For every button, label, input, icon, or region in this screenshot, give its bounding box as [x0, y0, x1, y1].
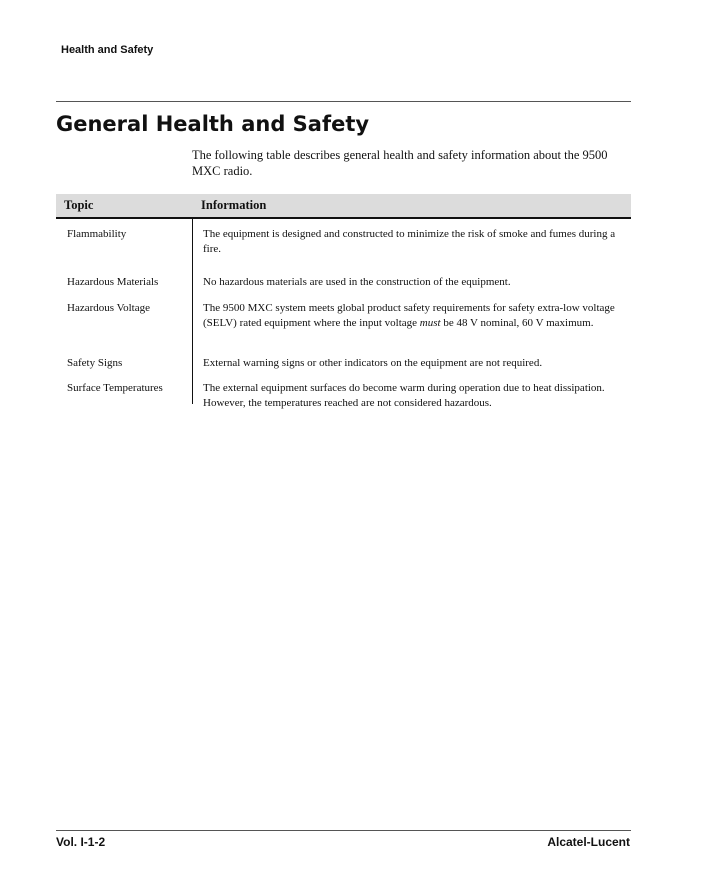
table-header [56, 194, 631, 219]
topic-cell: Flammability [67, 228, 127, 240]
information-cell: No hazardous materials are used in the construction of the equipment. [203, 276, 511, 288]
topic-cell: Surface Temperatures [67, 382, 163, 394]
topic-cell: Safety Signs [67, 357, 123, 369]
table-body [56, 219, 631, 413]
topic-cell: Hazardous Voltage [67, 302, 150, 314]
information-cell: The equipment is designed and constructed to minimize the risk of smoke and fumes during a fire. [203, 228, 616, 255]
intro-paragraph: The following table describes general health and safety information about the 9500 MXC radio. [192, 148, 608, 178]
company-name: Alcatel-Lucent [547, 835, 630, 849]
column-header-topic: Topic [64, 198, 94, 212]
column-header-information: Information [201, 198, 267, 212]
table-row [56, 348, 631, 373]
topic-cell: Hazardous Materials [67, 276, 159, 288]
information-text: The 9500 MXC system meets global product safety requirements for safety extra-low voltage (SELV) rated equipment where the input voltage [203, 302, 615, 329]
page-number: Vol. I-1-2 [56, 835, 106, 849]
running-header: Health and Safety [61, 44, 154, 56]
header-divider [56, 101, 631, 102]
information-emphasis: must [419, 317, 441, 329]
information-cell [203, 301, 621, 331]
table-row [56, 267, 631, 292]
information-cell: The external equipment surfaces do become warm during operation due to heat dissipation. However, the temperatures reached are not considered hazardous. [203, 382, 605, 409]
table-row [56, 219, 631, 267]
footer-divider [56, 830, 631, 831]
information-text: be 48 V nominal, 60 V maximum. [440, 317, 594, 329]
page-title: General Health and Safety [56, 112, 370, 136]
table-row [56, 292, 631, 348]
information-cell: External warning signs or other indicators on the equipment are not required. [203, 357, 543, 369]
table-row [56, 373, 631, 413]
